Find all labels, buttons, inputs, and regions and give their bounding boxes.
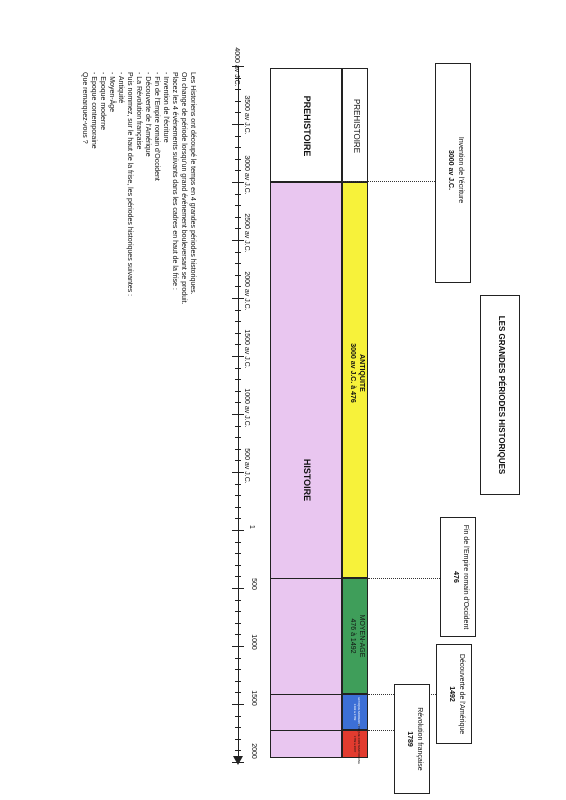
axis-tick bbox=[235, 716, 241, 717]
axis-tick bbox=[232, 588, 244, 589]
connector-revolution bbox=[368, 730, 394, 731]
axis-label: 1000 av J.C. bbox=[243, 388, 250, 428]
instruction-line: Que remarquez-vous ? bbox=[81, 72, 88, 144]
axis-tick bbox=[235, 739, 241, 740]
event-revolution-name: Révolution française bbox=[416, 707, 423, 771]
event-empire bbox=[446, 517, 470, 637]
prehistoire-top-label: PREHISTOIRE bbox=[352, 98, 361, 154]
axis-tick bbox=[235, 600, 241, 601]
histoire-label: HISTOIRE bbox=[302, 458, 312, 502]
antiquite-label bbox=[344, 318, 366, 428]
axis-tick bbox=[235, 692, 241, 693]
axis-tick bbox=[235, 263, 241, 264]
event-empire-name: Fin de l'Empire romain d'Occident bbox=[462, 524, 469, 630]
axis-label: 2000 bbox=[250, 743, 257, 759]
contemporaine-label: EPOQUE CONTEMPORAINE 1789 à 2007 bbox=[353, 723, 361, 765]
axis-tick bbox=[235, 623, 241, 624]
event-revolution-date: 1789 bbox=[406, 731, 413, 747]
axis-label: 1500 av J.C. bbox=[243, 329, 250, 369]
instruction-line: - Invention de l'écriture bbox=[162, 72, 169, 143]
moyen-age-dates: 476 à 1492 bbox=[349, 618, 356, 654]
axis-label: 4000 av J.C. bbox=[233, 47, 240, 87]
connector-empire bbox=[368, 578, 440, 579]
axis-label: 2500 av J.C. bbox=[243, 213, 250, 253]
instructions-block bbox=[80, 72, 197, 472]
axis-tick bbox=[235, 681, 241, 682]
event-ecriture-name: Invention de l'écriture bbox=[457, 136, 464, 204]
event-revolution bbox=[400, 684, 424, 794]
event-ecriture-date: 3000 av J.C. bbox=[447, 149, 454, 191]
page-title: LES GRANDES PÉRIODES HISTORIQUES bbox=[497, 315, 506, 475]
axis-tick bbox=[235, 147, 241, 148]
axis-tick bbox=[232, 530, 244, 531]
axis-tick bbox=[235, 518, 241, 519]
axis-tick bbox=[235, 565, 241, 566]
axis-label: 500 bbox=[250, 578, 257, 590]
axis-tick bbox=[235, 658, 241, 659]
instruction-line: Puis nommez, sur le haut de la frise, les périodes historiques suivantes : bbox=[126, 72, 133, 297]
boundary-line bbox=[270, 730, 342, 731]
moyen-age-label bbox=[344, 601, 366, 671]
axis-tick bbox=[235, 750, 241, 751]
axis-label: 1 bbox=[248, 525, 255, 529]
axis-tick bbox=[232, 704, 244, 705]
axis-label: 3000 av J.C. bbox=[243, 155, 250, 195]
event-empire-date: 476 bbox=[452, 571, 459, 583]
instruction-line: - Découverte de l'Amérique bbox=[144, 72, 151, 157]
axis-tick bbox=[235, 611, 241, 612]
axis-tick bbox=[235, 727, 241, 728]
event-amerique-date: 1492 bbox=[448, 686, 455, 702]
axis-arrow bbox=[233, 756, 243, 765]
axis-tick bbox=[235, 542, 241, 543]
axis-tick bbox=[235, 379, 241, 380]
event-ecriture bbox=[441, 65, 465, 275]
axis-tick bbox=[235, 205, 241, 206]
instruction-line: - Moyen-Âge bbox=[108, 72, 115, 113]
axis-label: 3500 av J.C. bbox=[243, 95, 250, 135]
axis-tick bbox=[235, 321, 241, 322]
axis-label: 1000 bbox=[250, 634, 257, 650]
axis-tick bbox=[235, 634, 241, 635]
instruction-line: - La Révolution française bbox=[135, 72, 142, 150]
axis-label: 2000 av J.C. bbox=[243, 271, 250, 311]
axis-tick bbox=[232, 762, 244, 763]
instruction-line: - Fin de l'Empire romain d'Occident bbox=[153, 72, 160, 181]
axis-tick bbox=[235, 669, 241, 670]
moderne-label: EPOQUE MODERNE 1492 à 1789 bbox=[353, 697, 361, 727]
event-amerique-name: Découverte de l'Amérique bbox=[458, 653, 465, 735]
instruction-line: - Epoque moderne bbox=[99, 72, 106, 130]
axis-tick bbox=[235, 576, 241, 577]
instruction-line: - Epoque contemporaine bbox=[90, 72, 97, 149]
instruction-line: Placez les 4 événements suivants dans les cadres en haut de la frise : bbox=[171, 72, 178, 290]
instruction-line: - Antiquité bbox=[117, 72, 124, 104]
connector-ecriture bbox=[342, 181, 435, 182]
instruction-line: Les Historiens ont découpé le temps en 4 grandes périodes historiques. bbox=[189, 72, 196, 295]
axis-tick bbox=[235, 437, 241, 438]
prehistoire-label: PREHISTOIRE bbox=[302, 95, 312, 157]
axis-label: 1500 bbox=[250, 690, 257, 706]
antiquite-name: ANTIQUITE bbox=[358, 354, 365, 392]
antiquite-dates: 3000 av J.C. à 476 bbox=[349, 343, 356, 403]
boundary-line bbox=[270, 578, 342, 579]
axis-tick bbox=[235, 495, 241, 496]
instruction-line: On change de période lorsqu'un grand événement bouleversant se produit. bbox=[180, 72, 187, 305]
event-amerique bbox=[442, 644, 466, 744]
boundary-line bbox=[270, 694, 342, 695]
axis-tick bbox=[232, 646, 244, 647]
moyen-age-name: MOYEN-AGE bbox=[358, 614, 365, 658]
axis-tick bbox=[235, 507, 241, 508]
axis-tick bbox=[235, 553, 241, 554]
axis-label: 500 av J.C. bbox=[243, 448, 250, 484]
